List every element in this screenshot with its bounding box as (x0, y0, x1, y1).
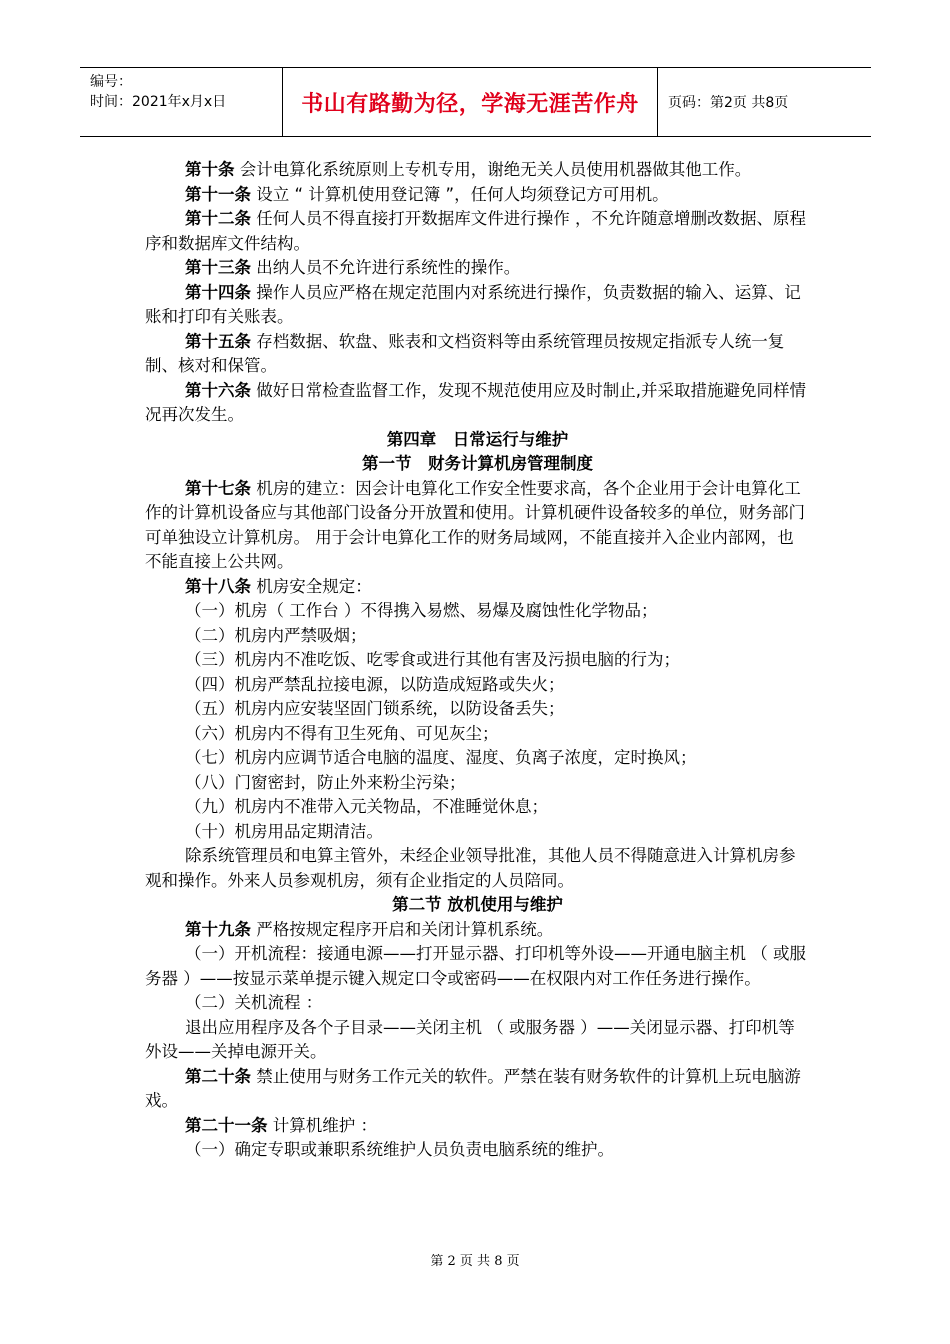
paragraph-text: （三）机房内不准吃饭、吃零食或进行其他有害及污损电脑的行为； (185, 650, 680, 669)
paragraph-text: （二）关机流程 ： (185, 993, 323, 1012)
paragraph (145, 991, 810, 1016)
paragraph-text: 做好日常检查监督工作，发现不规范使用应及时制止,并采取措施避免同样情况再次发生。 (145, 380, 806, 424)
paragraph-text: （一）确定专职或兼职系统维护人员负责电脑系统的维护。 (185, 1140, 614, 1159)
paragraph (145, 673, 810, 698)
paragraph-text: （九）机房内不准带入元关物品，不准睡觉休息； (185, 797, 548, 816)
paragraph-text: （八）门窗密封，防止外来粉尘污染； (185, 772, 466, 792)
paragraph (145, 330, 810, 379)
paragraph (145, 599, 810, 624)
article-number: 第十五条 (185, 331, 251, 351)
paragraph (145, 575, 810, 600)
section-heading: 第一节 财务计算机房管理制度 (362, 454, 593, 473)
section-heading: 第四章 日常运行与维护 (386, 429, 569, 449)
article-number: 第十七条 (185, 478, 251, 498)
paragraph (145, 722, 810, 747)
paragraph (145, 942, 810, 991)
paragraph (145, 1016, 810, 1065)
article-number: 第十二条 (185, 209, 251, 228)
paragraph (145, 624, 810, 649)
article-number: 第十一条 (185, 184, 251, 204)
doc-time-label: 时间：2021年x月x日 (90, 94, 227, 110)
paragraph (145, 158, 810, 183)
paragraph-text: （十）机房用品定期清洁。 (185, 821, 383, 841)
article-number: 第十六条 (185, 380, 251, 400)
paragraph (145, 281, 810, 330)
paragraph-text: （四）机房严禁乱拉接电源，以防造成短路或失火； (185, 674, 565, 694)
paragraph (145, 379, 810, 428)
paragraph (145, 771, 810, 796)
paragraph (145, 1114, 810, 1139)
paragraph-text: （五）机房内应安装坚固门锁系统，以防设备丢失； (185, 699, 565, 718)
paragraph (145, 697, 810, 722)
paragraph-text: 退出应用程序及各个子目录——关闭主机 （ 或服务器 ）——关闭显示器、打印机等外设——关掉电源开关。 (145, 1017, 795, 1061)
article-number: 第十条 (185, 160, 235, 179)
paragraph-text: （二）机房内严禁吸烟； (185, 625, 367, 645)
section-heading: 第二节 放机使用与维护 (392, 895, 563, 914)
paragraph (145, 918, 810, 943)
article-number: 第十八条 (185, 576, 251, 596)
paragraph (145, 183, 810, 208)
page-header (80, 67, 871, 137)
paragraph-text: （一）机房（ 工作台 ）不得携入易燃、易爆及腐蚀性化学物品； (185, 601, 658, 620)
header-slogan: 书山有路勤为径，学海无涯苦作舟 (282, 68, 657, 136)
paragraph-text: （一）开机流程：接通电源——打开显示器、打印机等外设——开通电脑主机 （ 或服务器 ）——按显示菜单提示键入规定口令或密码——在权限内对工作任务进行操作。 (145, 944, 806, 988)
paragraph (145, 207, 810, 256)
article-number: 第十三条 (185, 258, 251, 277)
paragraph-text: 存档数据、软盘、账表和文档资料等由系统管理员按规定指派专人统一复制、核对和保管。 (145, 331, 785, 375)
paragraph-text: 操作人员应严格在规定范围内对系统进行操作，负责数据的输入、运算、记账和打印有关账表。 (145, 282, 801, 326)
paragraph (145, 648, 810, 673)
paragraph-text: 严格按规定程序开启和关闭计算机系统。 (251, 919, 554, 939)
paragraph-text: （七）机房内应调节适合电脑的温度、湿度、负离子浓度，定时换风； (185, 748, 697, 767)
paragraph-text: 机房的建立：因会计电算化工作安全性要求高，各个企业用于会计电算化工作的计算机设备应与其他部门设备分开放置和使用。计算机硬件设备较多的单位，财务部门可单独设立计算机房。 用于会计电算化工作的财务局域网，不能直接并入企业内部网，也不能直接上公共网。 (145, 478, 805, 571)
article-number: 第二十条 (185, 1066, 251, 1086)
header-page-label: 页码：第2页 共8页 (657, 68, 871, 136)
paragraph (145, 1065, 810, 1114)
header-meta (80, 68, 282, 136)
paragraph (145, 820, 810, 845)
paragraph (145, 1138, 810, 1163)
paragraph (145, 795, 810, 820)
page-footer: 第 2 页 共 8 页 (430, 1254, 520, 1269)
paragraph (145, 844, 810, 893)
paragraph-text: 设立 “ 计算机使用登记簿 ”，任何人均须登记方可用机。 (251, 184, 669, 204)
paragraph-text: 除系统管理员和电算主管外，未经企业领导批准，其他人员不得随意进入计算机房参观和操作。外来人员参观机房，须有企业指定的人员陪同。 (145, 846, 796, 890)
article-number: 第十九条 (185, 919, 251, 939)
paragraph (145, 746, 810, 771)
paragraph-text: 会计电算化系统原则上专机专用，谢绝无关人员使用机器做其他工作。 (234, 160, 752, 179)
paragraph-text: 禁止使用与财务工作元关的软件。严禁在装有财务软件的计算机上玩电脑游戏。 (145, 1066, 801, 1110)
paragraph (145, 477, 810, 575)
paragraph (145, 256, 810, 281)
paragraph-text: 计算机维护 ： (267, 1115, 377, 1135)
paragraph-text: 出纳人员不允许进行系统性的操作。 (251, 258, 521, 277)
paragraph-text: （六）机房内不得有卫生死角、可见灰尘； (185, 723, 499, 743)
paragraph-text: 机房安全规定： (251, 576, 372, 596)
doc-number-label: 编号： (90, 74, 132, 90)
article-number: 第二十一条 (185, 1115, 268, 1135)
article-number: 第十四条 (185, 282, 251, 302)
paragraph-text: 任何人员不得直接打开数据库文件进行操作 ，不允许随意增删改数据、原程序和数据库文件结构。 (145, 209, 806, 253)
document-body (145, 158, 810, 1163)
